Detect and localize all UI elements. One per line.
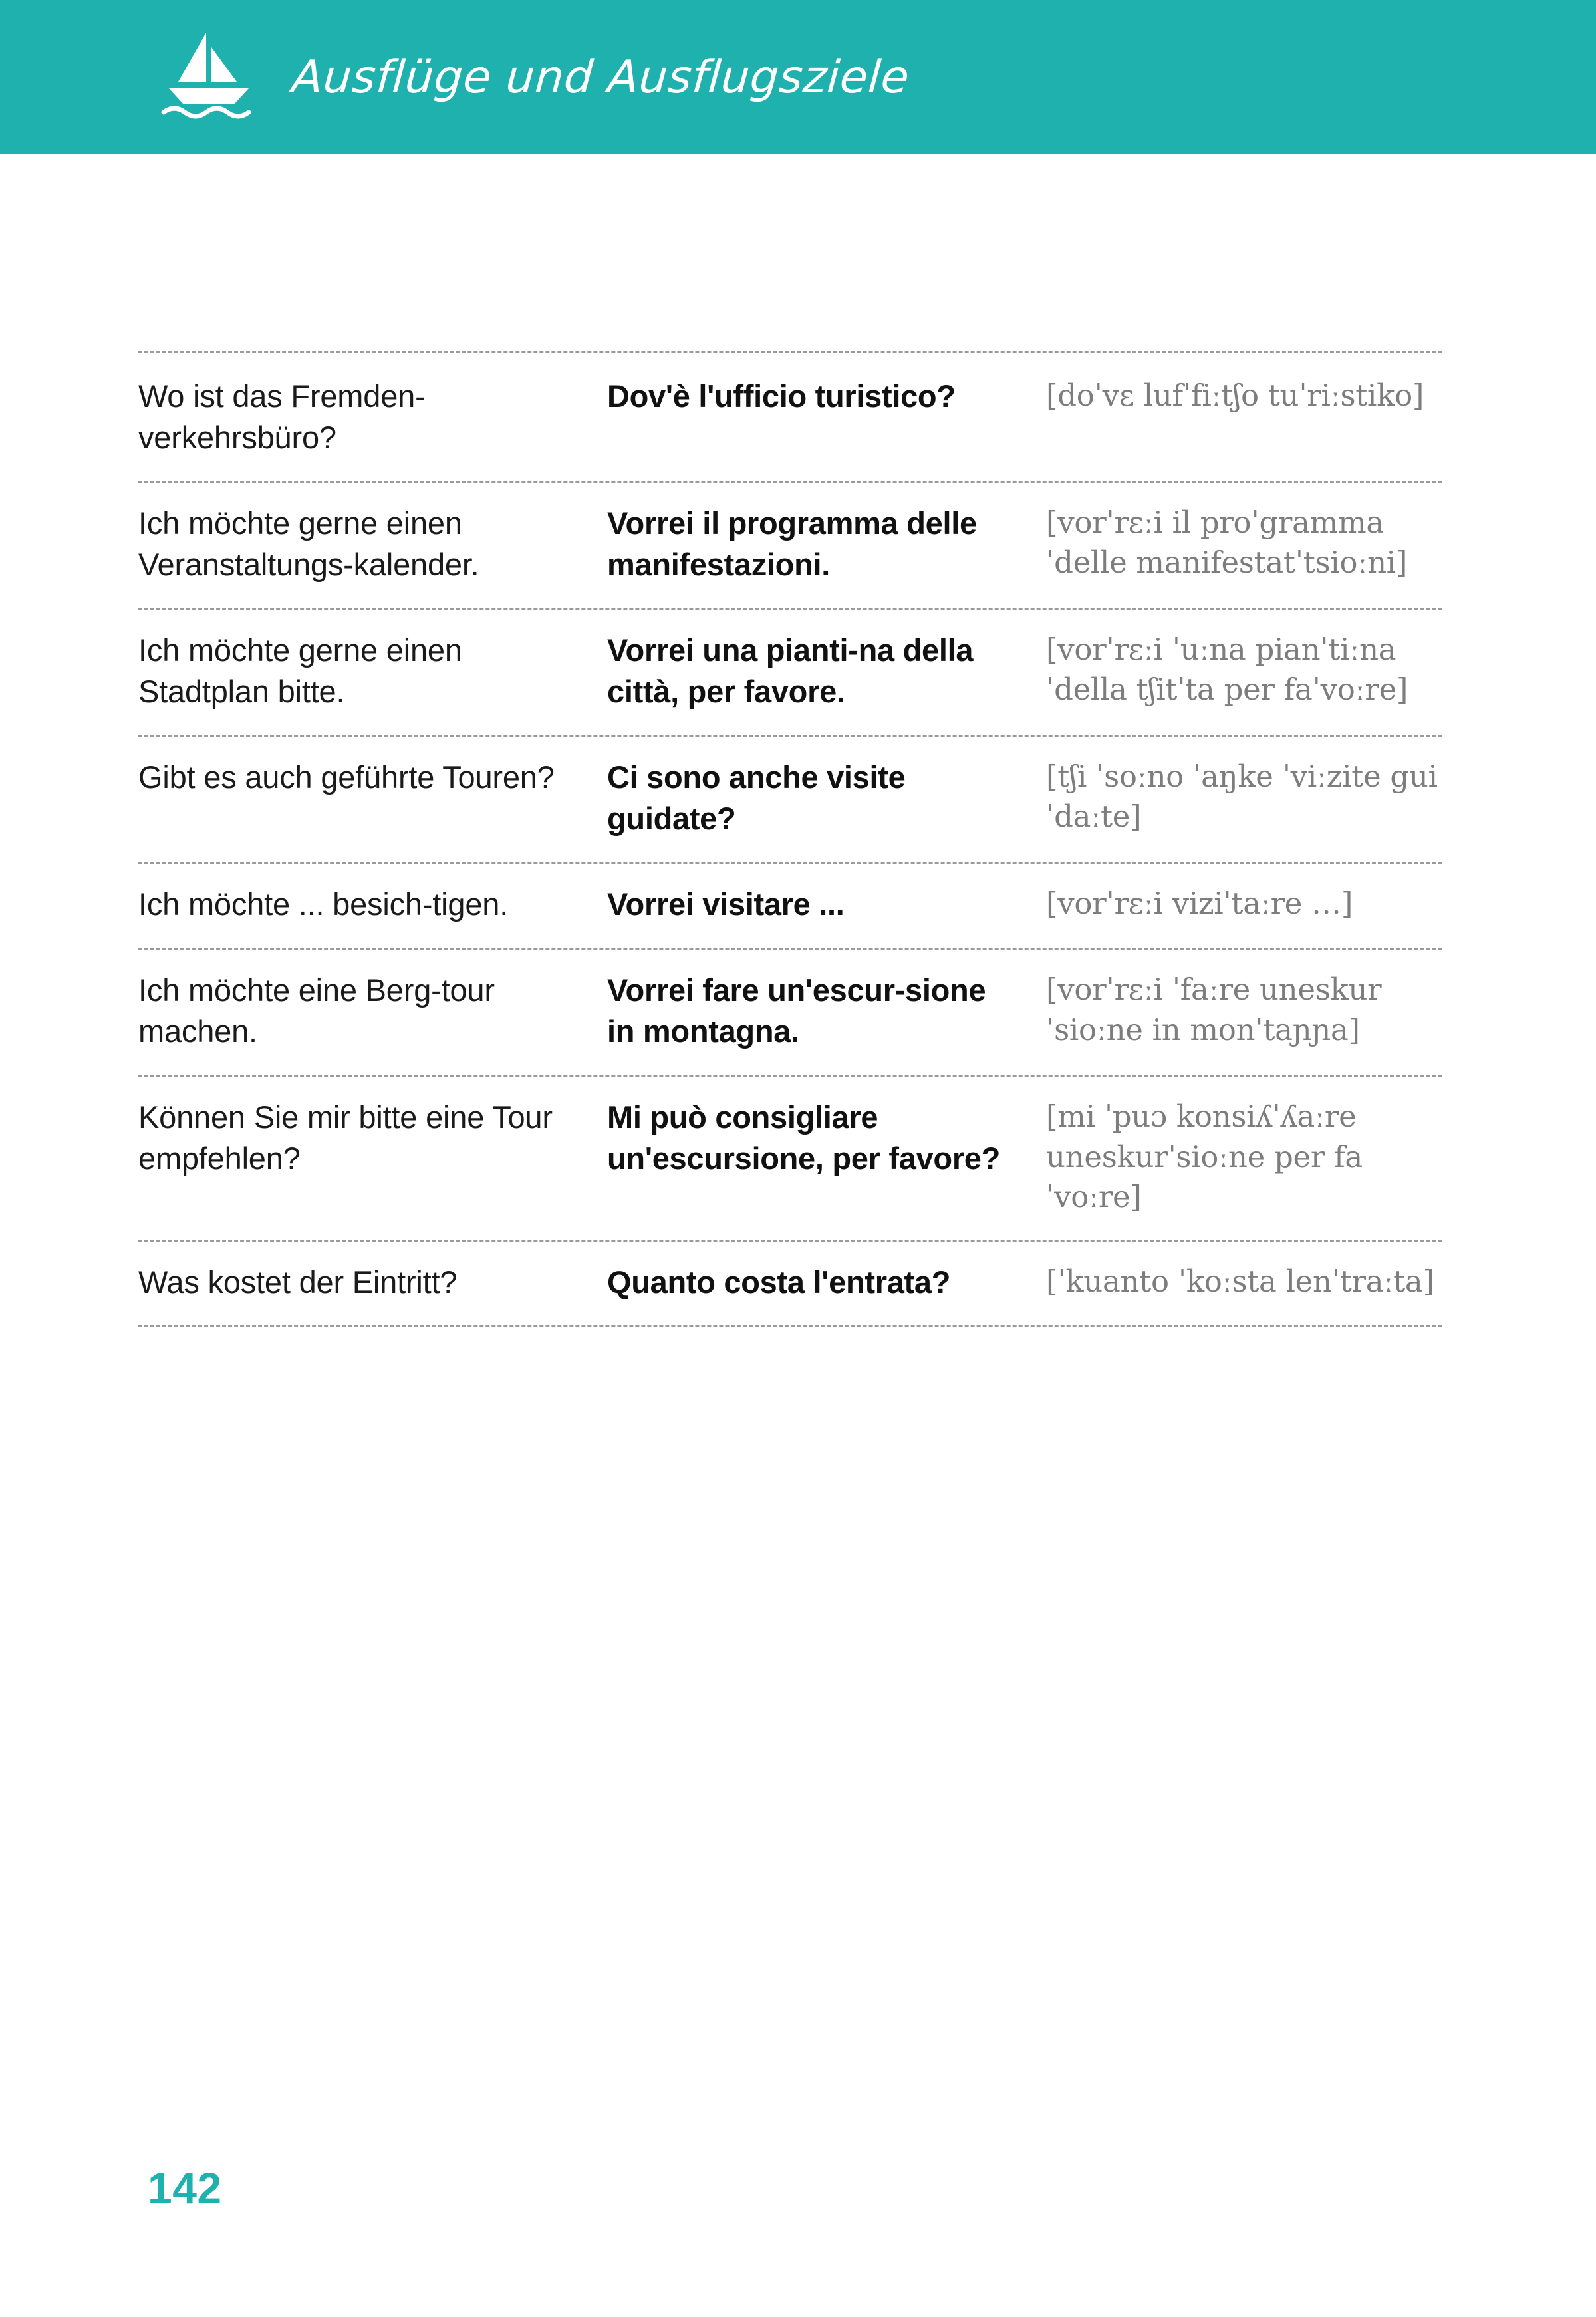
- italian-phrase: Vorrei una pianti-na della città, per favore.: [607, 632, 974, 710]
- pronunciation: [vorˈrɛːi il proˈgramma ˈdelle manifestatˈtsioːni]: [1046, 505, 1408, 581]
- sailboat-icon: [154, 27, 264, 127]
- italian-phrase: Vorrei visitare ...: [607, 886, 845, 922]
- table-row: [138, 950, 1442, 1077]
- table-row: [138, 610, 1442, 737]
- german-phrase: Was kostet der Eintritt?: [138, 1264, 458, 1300]
- table-row: [138, 483, 1442, 610]
- pronunciation: [vorˈrɛːi ˈfaːre uneskurˈsioːne in monˈtaɲɲa]: [1046, 972, 1382, 1047]
- german-phrase: Ich möchte gerne einen Veranstaltungs-kalender.: [138, 505, 479, 583]
- italian-phrase: Vorrei il programma delle manifestazioni.: [607, 505, 977, 583]
- pronunciation: [ˈkuanto ˈkoːsta lenˈtraːta]: [1046, 1264, 1434, 1299]
- page-header: [0, 0, 1596, 154]
- italian-phrase: Mi può consigliare un'escursione, per favore?: [607, 1099, 1001, 1176]
- italian-phrase: Ci sono anche visite guidate?: [607, 759, 906, 837]
- german-phrase: Gibt es auch geführte Touren?: [138, 759, 555, 795]
- german-phrase: Ich möchte gerne einen Stadtplan bitte.: [138, 632, 462, 710]
- german-phrase: Ich möchte eine Berg-tour machen.: [138, 972, 495, 1049]
- page-number: 142: [148, 2163, 222, 2213]
- italian-phrase: Vorrei fare un'escur-sione in montagna.: [607, 972, 986, 1049]
- italian-phrase: Dov'è l'ufficio turistico?: [607, 378, 956, 414]
- page-title: Ausflüge und Ausflugsziele: [290, 51, 912, 104]
- italian-phrase: Quanto costa l'entrata?: [607, 1264, 951, 1300]
- pronunciation: [doˈvɛ lufˈfiːtʃo tuˈriːstiko]: [1046, 378, 1424, 413]
- page-content: [0, 351, 1596, 1327]
- german-phrase: Ich möchte ... besich-tigen.: [138, 886, 509, 922]
- pronunciation: [mi ˈpuɔ konsiʎˈʎaːre uneskurˈsioːne per faˈvoːre]: [1046, 1099, 1363, 1214]
- table-row: [138, 864, 1442, 950]
- german-phrase: Können Sie mir bitte eine Tour empfehlen?: [138, 1099, 553, 1176]
- pronunciation: [tʃi ˈsoːno ˈaŋke ˈviːzite guiˈdaːte]: [1046, 759, 1438, 835]
- table-row: [138, 351, 1442, 483]
- german-phrase: Wo ist das Fremden-verkehrsbüro?: [138, 378, 426, 456]
- pronunciation: [vorˈrɛːi viziˈtaːre …]: [1046, 886, 1353, 922]
- table-row: [138, 1242, 1442, 1327]
- table-row: [138, 737, 1442, 864]
- pronunciation: [vorˈrɛːi ˈuːna pianˈtiːna ˈdella tʃitˈta per faˈvoːre]: [1046, 632, 1408, 708]
- phrase-table: [138, 351, 1442, 1327]
- table-row: [138, 1077, 1442, 1242]
